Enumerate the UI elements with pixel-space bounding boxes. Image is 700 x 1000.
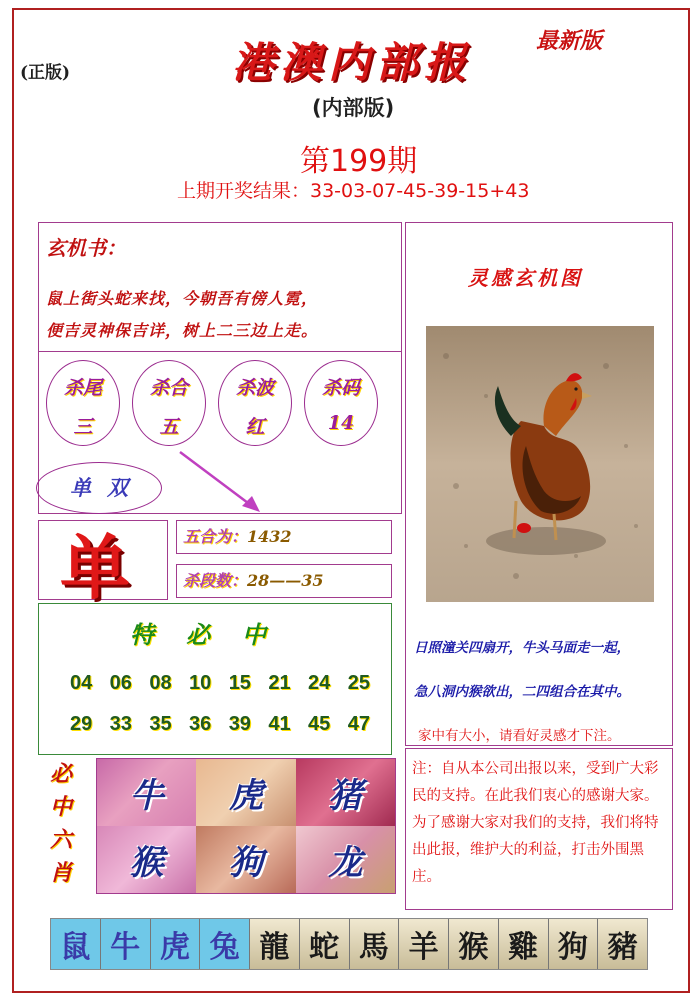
numbers-row-2 [70, 713, 370, 736]
zodiac-strip-item: 龍 [250, 919, 300, 969]
number: 33 [109, 713, 132, 735]
zodiac-strip-item: 牛 [101, 919, 151, 969]
five-combo-label: 五合为： [183, 527, 248, 546]
number: 10 [189, 672, 212, 694]
zodiac-strip [50, 918, 648, 970]
number: 15 [228, 672, 251, 694]
number: 39 [228, 713, 251, 735]
number: 45 [308, 713, 331, 735]
inspiration-poem-line-2: 急八洞内猴欲出，二四组合在其中。 [414, 684, 630, 700]
kill-segment-box [176, 564, 392, 598]
issue-number: 第199期 [300, 144, 418, 179]
kill-number-ellipse [304, 360, 378, 446]
zodiac-cell: 猴 [97, 826, 196, 893]
ellipse-value: 14 [327, 412, 355, 434]
five-combo-value: 1432 [247, 527, 292, 546]
ellipse-label: 杀尾 [63, 377, 102, 399]
notice-text: 注：自从本公司出报以来，受到广大彩民的支持。在此我们衷心的感谢大家。为了感谢大家对我们的支持，我们将特出此报，维护大的利益，打击外围黑庄。 [412, 761, 659, 885]
zodiac-strip-item: 虎 [151, 919, 201, 969]
kill-segment-value: 28——35 [247, 571, 324, 590]
riddle-heading: 玄机书： [46, 236, 126, 260]
zodiac-strip-item: 鼠 [51, 919, 101, 969]
ellipse-label: 杀合 [149, 377, 188, 399]
kill-wave-ellipse [218, 360, 292, 446]
ellipse-value: 三 [73, 416, 93, 438]
zodiac-strip-item: 馬 [350, 919, 400, 969]
page-title: 港澳内部报 [232, 38, 473, 87]
kill-combo-ellipse [132, 360, 206, 446]
last-draw-result: 上期开奖结果：33-03-07-45-39-15+43 [177, 180, 530, 202]
special-must-hit-label: 特必中 [130, 620, 298, 649]
internal-edition-label: (内部版) [312, 96, 395, 120]
six-zodiac-label: 必中六肖 [50, 761, 73, 886]
latest-edition-label: 最新版 [536, 28, 603, 54]
number: 24 [308, 672, 331, 694]
ellipse-label: 杀码 [321, 377, 360, 399]
number: 29 [70, 713, 93, 735]
riddle-line-2: 便吉灵神保吉详，树上二三边上走。 [46, 321, 319, 340]
zodiac-strip-item: 羊 [399, 919, 449, 969]
zodiac-cell: 狗 [196, 826, 295, 893]
zodiac-strip-item: 豬 [598, 919, 647, 969]
five-combo-box [176, 520, 392, 554]
number: 25 [347, 672, 370, 694]
number: 36 [189, 713, 212, 735]
number: 06 [109, 672, 132, 694]
number: 35 [149, 713, 172, 735]
number: 41 [268, 713, 291, 735]
arrow-icon [176, 448, 266, 518]
zodiac-cell: 猪 [296, 759, 395, 826]
riddle-line-1: 鼠上街头蛇来找，今朝吾有傍人霓， [46, 289, 319, 308]
inspiration-hint: 家中有大小，请看好灵感才下注。 [418, 728, 621, 744]
inspiration-poem-line-1: 日照潼关四扇开，牛头马面走一起， [414, 640, 630, 656]
numbers-row-1 [70, 672, 370, 695]
odd-even-ellipse: 单双 [36, 462, 162, 514]
rooster-photo [426, 326, 654, 602]
zodiac-strip-item: 雞 [499, 919, 549, 969]
zodiac-cell: 虎 [196, 759, 295, 826]
ellipse-label: 杀波 [235, 377, 274, 399]
number: 08 [149, 672, 172, 694]
ellipse-value: 五 [159, 416, 179, 438]
zodiac-strip-item: 兔 [200, 919, 250, 969]
kill-tail-ellipse [46, 360, 120, 446]
kill-segment-label: 杀段数： [183, 571, 248, 590]
number: 21 [268, 672, 291, 694]
number: 47 [347, 713, 370, 735]
odd-character: 单 [60, 526, 130, 609]
number: 04 [70, 672, 93, 694]
zhengban-label: (正版) [20, 63, 71, 83]
zodiac-cell: 牛 [97, 759, 196, 826]
ellipse-value: 红 [245, 416, 265, 438]
zodiac-strip-item: 蛇 [300, 919, 350, 969]
zodiac-cell: 龙 [296, 826, 395, 893]
six-zodiac-grid [96, 758, 396, 894]
zodiac-strip-item: 狗 [549, 919, 599, 969]
zodiac-strip-item: 猴 [449, 919, 499, 969]
inspiration-heading: 灵感玄机图 [468, 266, 583, 290]
